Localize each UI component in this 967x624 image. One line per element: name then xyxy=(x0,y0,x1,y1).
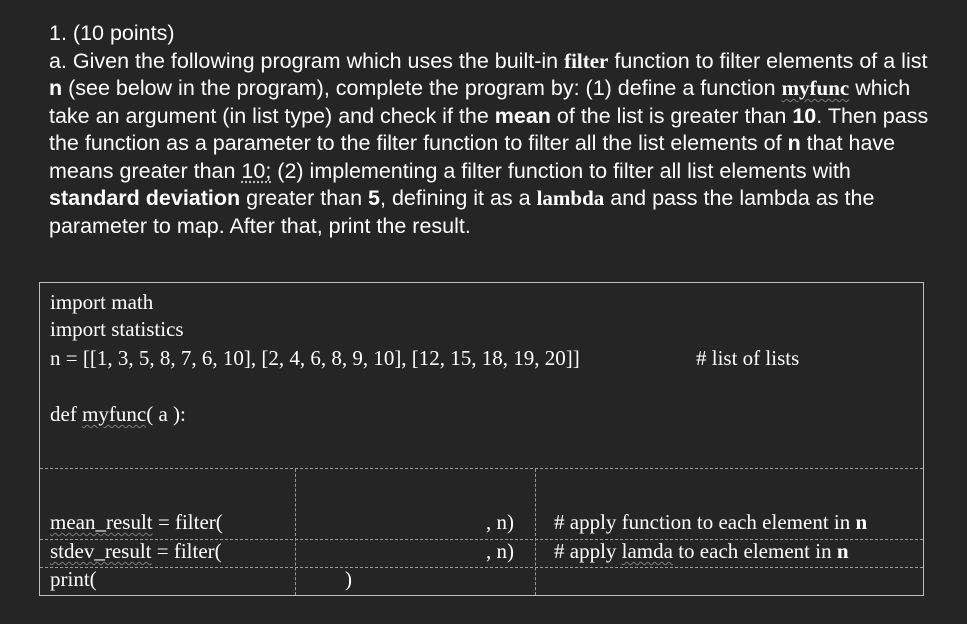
keyword-5: 5 xyxy=(368,186,381,210)
question-text-10: , defining it as a xyxy=(380,186,537,210)
question-text-3: (see below in the program), complete the program by: (1) define a function xyxy=(62,76,782,100)
stdev-result-var: stdev_result xyxy=(50,539,152,563)
code-stdev-args: , n) xyxy=(486,539,514,563)
code-mean-args: , n) xyxy=(486,510,514,534)
table-column-divider-1 xyxy=(295,469,296,595)
question-text-4: which take an argument (in list type) and check if the xyxy=(49,76,911,128)
comment-stdev-apply: # apply xyxy=(554,539,622,563)
keyword-n-2: n xyxy=(787,131,801,155)
question-text-9: greater than xyxy=(240,186,369,210)
comment-mean-n: n xyxy=(855,510,868,534)
keyword-lambda: lambda xyxy=(536,186,605,210)
mean-result-assign: = filter( xyxy=(152,510,223,534)
code-line-mean-result xyxy=(50,510,223,535)
table-divider-bottom xyxy=(40,567,923,568)
comment-stdev-lamda: lamda xyxy=(621,539,673,563)
code-line-stdev-result xyxy=(50,539,222,564)
question-text-7: that have means greater than xyxy=(49,131,896,183)
myfunc-name: myfunc xyxy=(82,402,147,426)
question-text-6: . Then pass the function as a parameter to the filter function to filter all the list elements of xyxy=(49,103,929,155)
code-line-def-myfunc xyxy=(50,402,186,427)
question-text-2: function to filter elements of a list xyxy=(608,48,928,73)
question-text-11: and pass the lambda as the parameter to map. After that, print the result. xyxy=(49,186,875,238)
table-divider-top xyxy=(40,468,923,469)
stdev-result-assign: = filter( xyxy=(151,539,222,563)
question-header: 1. (10 points) xyxy=(49,21,175,45)
keyword-standard-deviation: standard deviation xyxy=(49,186,241,210)
keyword-n: n xyxy=(49,76,63,100)
mean-result-var: mean_result xyxy=(50,510,153,534)
table-column-divider-2 xyxy=(535,469,536,595)
code-table xyxy=(39,282,924,596)
comment-stdev-n: n xyxy=(836,539,849,563)
code-line-n-definition: n = [[1, 3, 5, 8, 7, 6, 10], [2, 4, 6, 8, 9, 10], [12, 15, 18, 19, 20]] xyxy=(50,346,580,370)
question-text xyxy=(49,20,929,240)
code-line-import-math: import math xyxy=(50,290,154,314)
code-comment-list-of-lists: # list of lists xyxy=(696,346,800,370)
code-line-import-statistics: import statistics xyxy=(50,317,184,341)
question-text-5: of the list is greater than xyxy=(550,103,793,128)
question-body xyxy=(49,48,929,241)
code-comment-mean xyxy=(554,510,867,535)
keyword-10: 10 xyxy=(792,103,817,128)
code-print-close: ) xyxy=(345,567,352,591)
keyword-filter: filter xyxy=(564,48,609,73)
def-keyword: def xyxy=(50,402,83,426)
def-params: ( a ): xyxy=(146,402,186,426)
keyword-myfunc: myfunc xyxy=(781,76,850,100)
question-text-8: (2) implementing a filter function to filter all list elements with xyxy=(271,158,851,183)
code-comment-stdev xyxy=(554,539,849,564)
threshold-10: 10; xyxy=(241,158,272,183)
keyword-mean: mean xyxy=(494,103,551,128)
comment-stdev-rest: to each element in xyxy=(672,539,837,563)
code-line-print: print( xyxy=(50,567,97,591)
comment-mean-text: # apply function to each element in xyxy=(554,510,856,534)
question-text-1: a. Given the following program which uses the built-in xyxy=(49,48,565,73)
